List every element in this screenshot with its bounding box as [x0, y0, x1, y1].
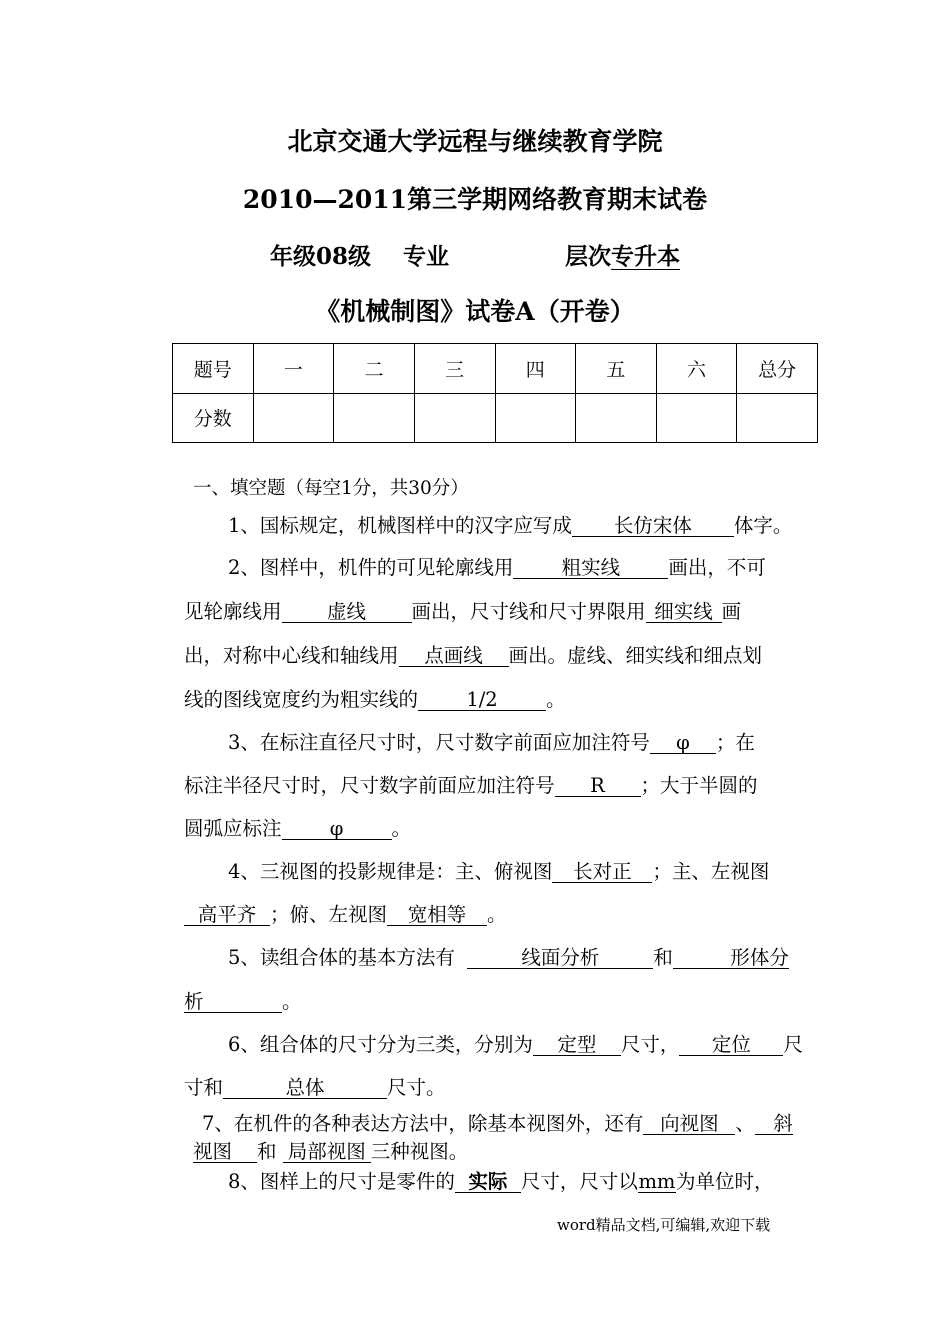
answer-blank: 形体分	[673, 948, 789, 969]
score-cell[interactable]	[495, 393, 576, 443]
answer-blank: φ	[650, 733, 716, 754]
score-cell[interactable]	[576, 393, 657, 443]
question-text: 。	[546, 688, 566, 711]
question-text: 和	[653, 946, 673, 969]
question-text: 2、图样中，机件的可见轮廓线用	[228, 556, 514, 579]
question-text: 3、在标注直径尺寸时，尺寸数字前面应加注符号	[228, 731, 650, 754]
question-3-line-3	[184, 813, 411, 841]
question-text: 画出，尺寸线和尺寸界限用	[411, 600, 646, 623]
column-header: 五	[576, 344, 657, 394]
question-text: 。	[487, 903, 507, 926]
question-text: 三种视图。	[370, 1140, 469, 1163]
question-text: 画出。虚线、细实线和细点划	[508, 644, 763, 667]
question-text: ；大于半圆的	[640, 774, 758, 797]
exam-info-line	[0, 238, 950, 271]
question-4-line-2	[184, 899, 507, 927]
question-6-line-2	[184, 1072, 446, 1100]
question-text: 圆弧应标注	[184, 817, 282, 840]
question-text: 、	[735, 1112, 755, 1135]
answer-blank: φ	[282, 819, 392, 840]
row-header: 题号	[173, 344, 254, 394]
answer-blank: 高平齐	[184, 905, 270, 926]
question-text: 5、读组合体的基本方法有	[228, 946, 455, 969]
level-label: 层次	[565, 243, 612, 270]
column-header: 总分	[737, 344, 818, 394]
answer-blank: 粗实线	[513, 558, 668, 579]
major-label: 专业	[403, 243, 449, 270]
column-header: 六	[656, 344, 737, 394]
question-8	[228, 1166, 773, 1194]
question-text: 尺寸。	[387, 1076, 446, 1099]
question-text: 画	[721, 600, 742, 623]
row-header: 分数	[173, 393, 254, 443]
answer-blank: 长对正	[552, 862, 652, 883]
question-text: 4、三视图的投影规律是：主、俯视图	[228, 860, 553, 883]
column-header: 二	[334, 344, 415, 394]
answer-blank: 实际	[455, 1172, 521, 1193]
question-text: 和	[257, 1140, 277, 1163]
answer-blank: 视图	[193, 1142, 257, 1163]
question-7-line-2	[193, 1136, 468, 1164]
institution-title: 北京交通大学远程与继续教育学院	[287, 127, 663, 156]
question-3-line-2	[184, 770, 758, 798]
question-text: 寸和	[184, 1076, 224, 1099]
question-text: 见轮廓线用	[184, 600, 282, 623]
answer-blank: 总体	[223, 1078, 387, 1099]
question-text: 出，对称中心线和轴线用	[184, 644, 399, 667]
answer-blank: 析	[184, 992, 282, 1013]
score-cell[interactable]	[253, 393, 334, 443]
answer-blank: 长仿宋体	[572, 516, 734, 537]
grade-label: 年级08级	[269, 243, 371, 270]
section-heading: 一、填空题（每空1分，共30分）	[193, 478, 469, 499]
question-text: ；在	[715, 731, 755, 754]
answer-blank: 局部视图	[283, 1142, 371, 1163]
column-header: 一	[253, 344, 334, 394]
answer-blank: 虚线	[282, 602, 412, 623]
table-row	[173, 393, 818, 443]
question-2-line-2	[184, 596, 741, 624]
question-text: 画出，不可	[668, 556, 766, 579]
question-text: 1、国标规定，机械图样中的汉字应写成	[228, 514, 572, 537]
score-table	[172, 343, 818, 443]
question-text: 7、在机件的各种表达方法中，除基本视图外，还有	[202, 1112, 644, 1135]
answer-blank: 1/2	[418, 690, 546, 711]
score-cell[interactable]	[656, 393, 737, 443]
question-7-line-1	[202, 1108, 793, 1136]
answer-blank: 定型	[533, 1035, 621, 1056]
answer-blank: 定位	[679, 1035, 783, 1056]
question-5-line-2	[184, 986, 302, 1014]
answer-blank: mm	[638, 1170, 676, 1193]
question-text: 尺	[783, 1033, 803, 1056]
score-cell[interactable]	[737, 393, 818, 443]
question-text: 6、组合体的尺寸分为三类，分别为	[228, 1033, 533, 1056]
question-1	[228, 510, 792, 538]
table-row	[173, 344, 818, 394]
score-cell[interactable]	[334, 393, 415, 443]
answer-blank: 细实线	[646, 602, 722, 623]
footer-note: word精品文档,可编辑,欢迎下载	[557, 1216, 771, 1234]
question-6-line-1	[228, 1029, 803, 1057]
answer-blank: 线面分析	[467, 948, 653, 969]
question-2-line-4	[184, 684, 566, 712]
question-5-line-1	[228, 942, 789, 970]
question-text: 尺寸，	[620, 1033, 680, 1056]
term-title: 2010—2011第三学期网络教育期末试卷	[242, 185, 708, 214]
question-text: ；主、左视图	[652, 860, 770, 883]
answer-blank: 向视图	[643, 1114, 735, 1135]
column-header: 四	[495, 344, 576, 394]
question-text: 8、图样上的尺寸是零件的	[228, 1170, 455, 1193]
answer-blank: 斜	[755, 1114, 793, 1135]
answer-blank: 宽相等	[387, 905, 487, 926]
answer-blank: R	[555, 776, 641, 797]
question-text: 体字。	[733, 514, 793, 537]
question-2-line-3	[184, 640, 762, 668]
question-text: 线的图线宽度约为粗实线的	[184, 688, 419, 711]
question-text: 尺寸，尺寸以	[520, 1170, 638, 1193]
question-text: ；俯、左视图	[270, 903, 388, 926]
question-text: 标注半径尺寸时，尺寸数字前面应加注符号	[184, 774, 555, 797]
question-text: 。	[391, 817, 412, 840]
column-header: 三	[414, 344, 495, 394]
score-cell[interactable]	[414, 393, 495, 443]
level-value: 专升本	[611, 243, 681, 270]
question-2-line-1	[228, 552, 766, 580]
question-text: 。	[282, 990, 302, 1013]
question-4-line-1	[228, 856, 769, 884]
answer-blank: 点画线	[399, 646, 509, 667]
question-3-line-1	[228, 727, 755, 755]
question-text: 为单位时，	[675, 1170, 774, 1193]
exam-title: 《机械制图》试卷A（开卷）	[315, 297, 635, 326]
